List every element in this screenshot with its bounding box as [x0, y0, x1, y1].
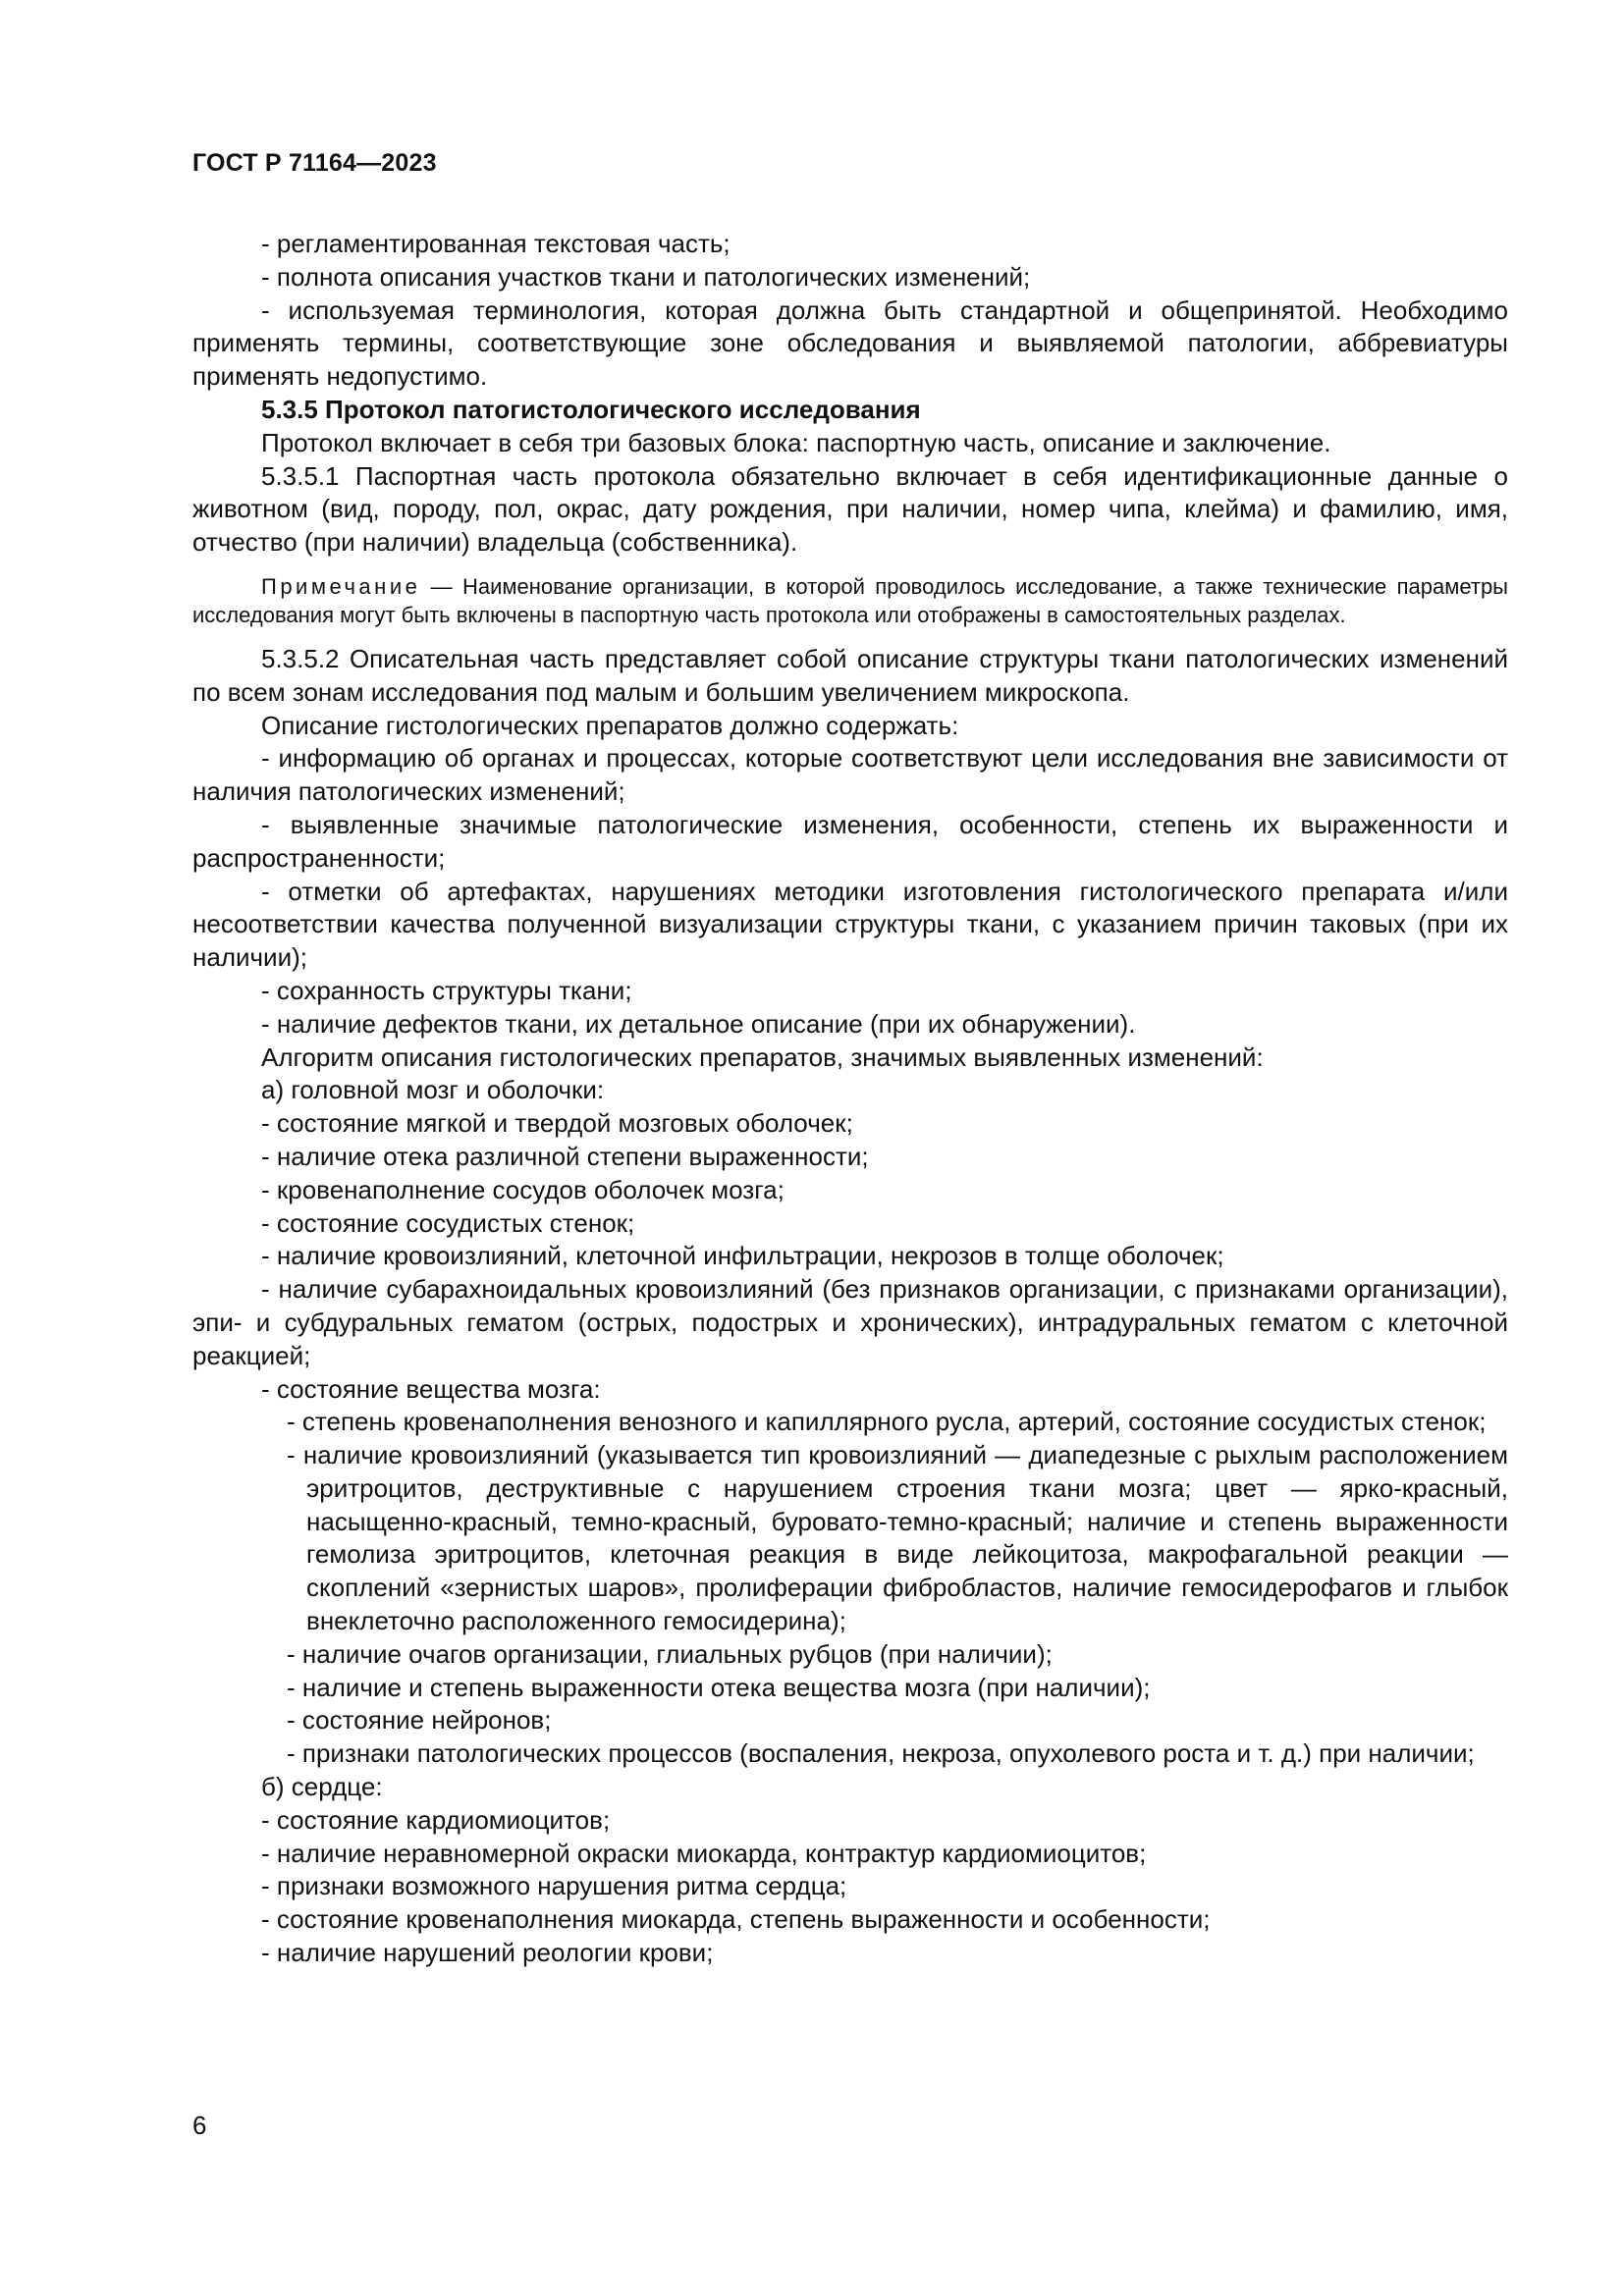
- list-item: - кровенаполнение сосудов оболочек мозга;: [261, 1174, 785, 1204]
- sub-list-item: - наличие кровоизлияний (указывается тип кровоизлияний — диапедезные с рыхлым расположением эритроцитов, деструктивные с нарушением строения ткани мозга; цвет — ярко-красный, насыщенно-красный, темно-красный, буровато-темно-красный; наличие и степень выраженности гемолиза эритроцитов, клеточная реакция в виде лейкоцитоза, макрофагальной реакции — скоплений «зернистых шаров», пролиферации фибробластов, наличие гемосидерофагов и глыбок внеклеточно расположенного гемосидерина);: [287, 1440, 1508, 1636]
- note-text: — Наименование организации, в которой проводилось исследование, а также технические параметры исследования могут быть включены в паспортную часть протокола или отображены в самостоятельных разделах.: [192, 573, 1508, 628]
- document-body: [192, 228, 1508, 1970]
- sub-list-item: - степень кровенаполнения венозного и капиллярного русла, артерий, состояние сосудистых стенок;: [287, 1407, 1487, 1437]
- sub-list-item: - признаки патологических процессов (воспаления, некроза, опухолевого роста и т. д.) при наличии;: [287, 1738, 1475, 1769]
- list-item: - наличие дефектов ткани, их детальное описание (при их обнаружении).: [261, 1008, 1136, 1039]
- subsection-label: б) сердце:: [261, 1772, 383, 1802]
- paragraph: Алгоритм описания гистологических препаратов, значимых выявленных изменений:: [261, 1041, 1264, 1072]
- sub-list-item: - состояние нейронов;: [287, 1705, 552, 1735]
- paragraph: Описание гистологических препаратов должно содержать:: [261, 710, 959, 740]
- list-item: - отметки об артефактах, нарушениях методики изготовления гистологического препарата и/или несоответствии качества полученной визуализации структуры ткани, с указанием причин таковых (при их наличии);: [192, 876, 1508, 973]
- list-item: - состояние сосудистых стенок;: [261, 1207, 635, 1238]
- list-item: - наличие кровоизлияний, клеточной инфильтрации, некрозов в толще оболочек;: [261, 1241, 1224, 1271]
- list-item: - состояние мягкой и твердой мозговых оболочек;: [261, 1108, 853, 1139]
- paragraph: 5.3.5.2 Описательная часть представляет собой описание структуры ткани патологических изменений по всем зонам исследования под малым и большим увеличением микроскопа.: [192, 643, 1508, 707]
- note: [192, 572, 1508, 630]
- list-item: - информацию об органах и процессах, которые соответствуют цели исследования вне зависимости от наличия патологических изменений;: [192, 743, 1508, 807]
- list-item: - наличие субарахноидальных кровоизлияний (без признаков организации, с признаками организации), эпи- и субдуральных гематом (острых, подострых и хронических), интрадуральных гематом с клеточной реакцией;: [192, 1274, 1508, 1370]
- subsection-label: а) головной мозг и оболочки:: [261, 1075, 605, 1105]
- note-label: Примечание: [261, 573, 421, 599]
- paragraph: Протокол включает в себя три базовых блока: паспортную часть, описание и заключение.: [261, 427, 1331, 457]
- sub-list-item: - наличие очагов организации, глиальных рубцов (при наличии);: [287, 1638, 1053, 1669]
- list-item: - наличие неравномерной окраски миокарда, контрактур кардиомиоцитов;: [261, 1838, 1147, 1868]
- list-item: - используемая терминология, которая должна быть стандартной и общепринятой. Необходимо применять термины, соответствующие зоне обследования и выявляемой патологии, аббревиатуры применять недопустимо.: [192, 294, 1508, 392]
- page-number: 6: [192, 2110, 207, 2140]
- list-item: - наличие отека различной степени выраженности;: [261, 1141, 869, 1171]
- sub-list-item: - наличие и степень выраженности отека вещества мозга (при наличии);: [287, 1672, 1151, 1702]
- list-item: - состояние кардиомиоцитов;: [261, 1804, 611, 1835]
- list-item: - наличие нарушений реологии крови;: [261, 1938, 714, 1968]
- list-item: - состояние кровенаполнения миокарда, степень выраженности и особенности;: [261, 1904, 1211, 1935]
- list-item: - полнота описания участков ткани и патологических изменений;: [261, 261, 1031, 292]
- list-item: - выявленные значимые патологические изменения, особенности, степень их выраженности и распространенности;: [192, 809, 1508, 873]
- list-item: - сохранность структуры ткани;: [261, 975, 632, 1005]
- document-header: ГОСТ Р 71164—2023: [192, 149, 437, 177]
- list-item: - состояние вещества мозга:: [261, 1373, 601, 1404]
- list-item: - признаки возможного нарушения ритма сердца;: [261, 1871, 847, 1901]
- paragraph: 5.3.5.1 Паспортная часть протокола обязательно включает в себя идентификационные данные о животном (вид, породу, пол, окрас, дату рождения, при наличии, номер чипа, клейма) и фамилию, имя, отчество (при наличии) владельца (собственника).: [192, 460, 1508, 558]
- section-heading: 5.3.5 Протокол патогистологического исследования: [261, 394, 921, 424]
- list-item: - регламентированная текстовая часть;: [261, 229, 731, 258]
